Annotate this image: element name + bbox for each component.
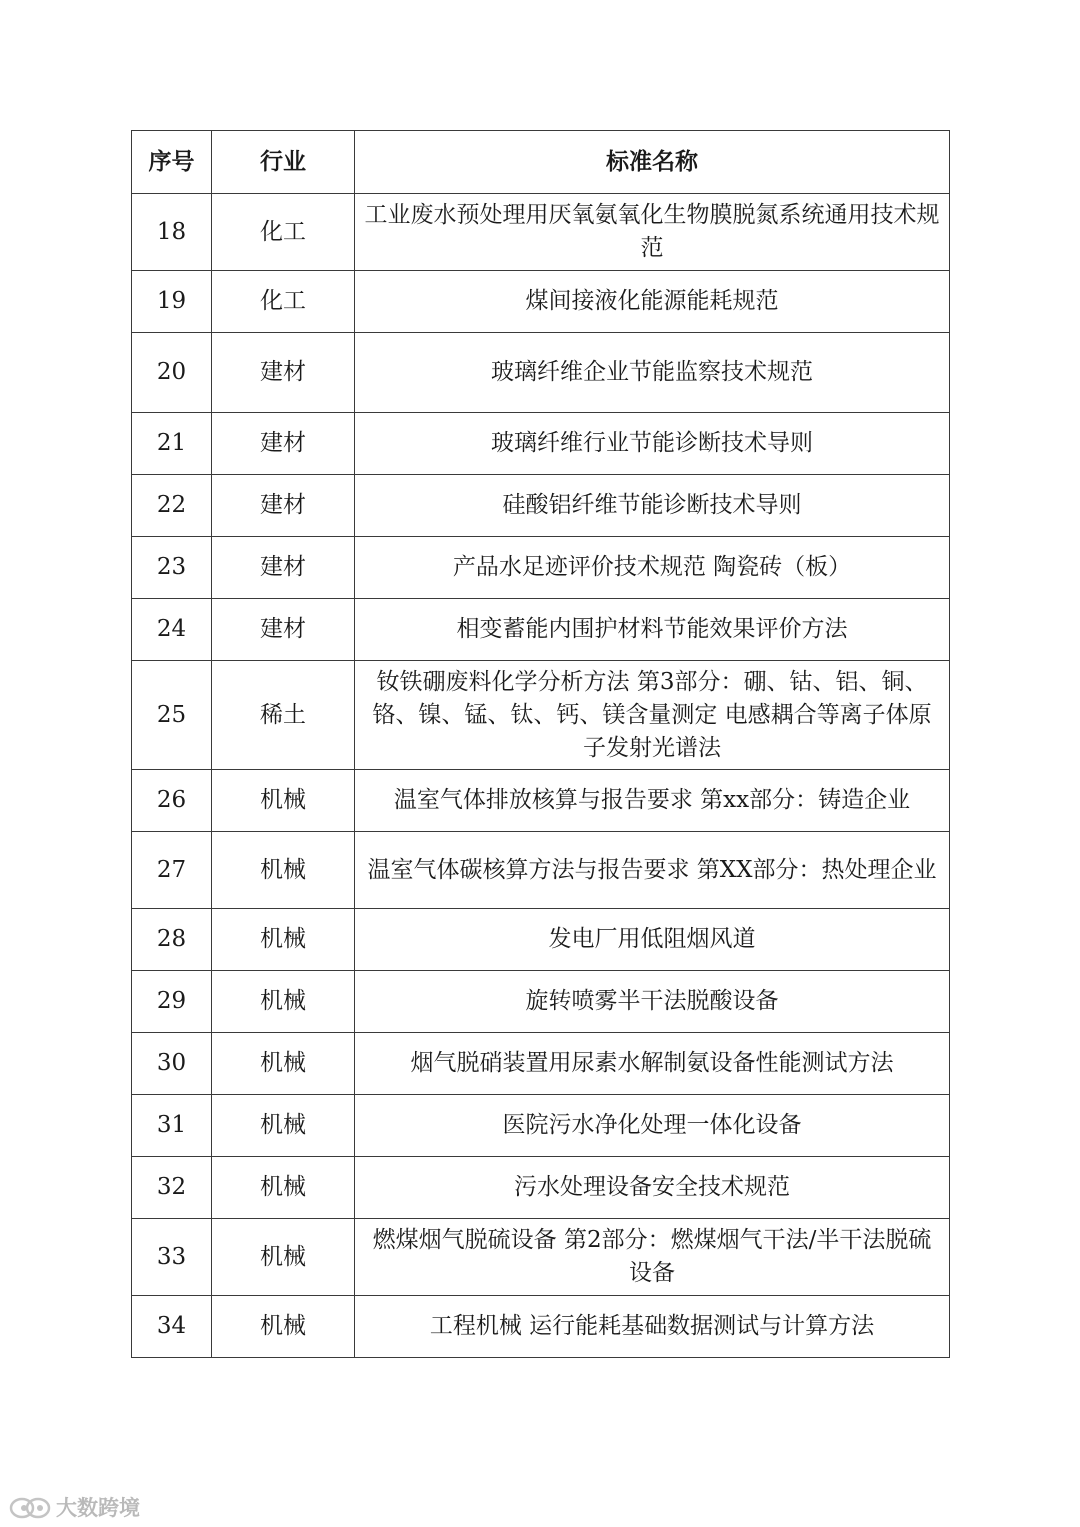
cell-industry: 建材 <box>212 333 355 413</box>
cell-standard-name: 钕铁硼废料化学分析方法 第3部分：硼、钴、铝、铜、铬、镍、锰、钛、钙、镁含量测定 电感耦合等离子体原子发射光谱法 <box>355 661 950 770</box>
table-row <box>132 832 950 909</box>
cell-industry: 机械 <box>212 1157 355 1219</box>
cell-standard-name: 煤间接液化能源能耗规范 <box>355 271 950 333</box>
table-row <box>132 599 950 661</box>
table-row <box>132 475 950 537</box>
table-row <box>132 1157 950 1219</box>
table-row <box>132 909 950 971</box>
table-row <box>132 1219 950 1296</box>
cell-standard-name: 医院污水净化处理一体化设备 <box>355 1095 950 1157</box>
table-row <box>132 194 950 271</box>
cell-industry: 机械 <box>212 770 355 832</box>
cell-industry: 化工 <box>212 271 355 333</box>
header-no: 序号 <box>132 131 212 194</box>
cell-no: 22 <box>132 475 212 537</box>
cell-no: 27 <box>132 832 212 909</box>
table-row <box>132 1095 950 1157</box>
cell-standard-name: 温室气体排放核算与报告要求 第xx部分：铸造企业 <box>355 770 950 832</box>
cell-industry: 机械 <box>212 1219 355 1296</box>
watermark-text: 大数跨境 <box>56 1496 140 1520</box>
cell-standard-name: 相变蓄能内围护材料节能效果评价方法 <box>355 599 950 661</box>
cell-standard-name: 燃煤烟气脱硫设备 第2部分：燃煤烟气干法/半干法脱硫设备 <box>355 1219 950 1296</box>
header-standard-name: 标准名称 <box>355 131 950 194</box>
cell-no: 20 <box>132 333 212 413</box>
cell-no: 28 <box>132 909 212 971</box>
cell-no: 18 <box>132 194 212 271</box>
cell-industry: 建材 <box>212 413 355 475</box>
cell-industry: 机械 <box>212 1033 355 1095</box>
cell-industry: 机械 <box>212 971 355 1033</box>
cell-no: 30 <box>132 1033 212 1095</box>
table-row <box>132 413 950 475</box>
cell-standard-name: 工程机械 运行能耗基础数据测试与计算方法 <box>355 1296 950 1358</box>
cell-industry: 建材 <box>212 475 355 537</box>
cell-no: 24 <box>132 599 212 661</box>
table-row <box>132 333 950 413</box>
table-row <box>132 1296 950 1358</box>
table-row <box>132 770 950 832</box>
cell-industry: 机械 <box>212 832 355 909</box>
table-row <box>132 537 950 599</box>
cell-industry: 建材 <box>212 537 355 599</box>
cell-standard-name: 发电厂用低阻烟风道 <box>355 909 950 971</box>
table-body <box>132 194 950 1358</box>
cell-standard-name: 玻璃纤维企业节能监察技术规范 <box>355 333 950 413</box>
cell-industry: 机械 <box>212 1296 355 1358</box>
cell-no: 31 <box>132 1095 212 1157</box>
cell-no: 25 <box>132 661 212 770</box>
cell-standard-name: 玻璃纤维行业节能诊断技术导则 <box>355 413 950 475</box>
cell-standard-name: 工业废水预处理用厌氧氨氧化生物膜脱氮系统通用技术规范 <box>355 194 950 271</box>
watermark <box>8 1490 140 1524</box>
weibo-eye-icon <box>8 1494 52 1520</box>
cell-industry: 稀土 <box>212 661 355 770</box>
cell-no: 33 <box>132 1219 212 1296</box>
table-row <box>132 971 950 1033</box>
cell-standard-name: 温室气体碳核算方法与报告要求 第XX部分：热处理企业 <box>355 832 950 909</box>
header-row <box>132 131 950 194</box>
cell-standard-name: 硅酸铝纤维节能诊断技术导则 <box>355 475 950 537</box>
cell-no: 34 <box>132 1296 212 1358</box>
cell-no: 19 <box>132 271 212 333</box>
cell-no: 29 <box>132 971 212 1033</box>
cell-no: 21 <box>132 413 212 475</box>
cell-industry: 机械 <box>212 1095 355 1157</box>
cell-standard-name: 产品水足迹评价技术规范 陶瓷砖（板） <box>355 537 950 599</box>
table-row <box>132 661 950 770</box>
cell-industry: 化工 <box>212 194 355 271</box>
cell-standard-name: 污水处理设备安全技术规范 <box>355 1157 950 1219</box>
standards-table <box>131 130 950 1358</box>
table-row <box>132 1033 950 1095</box>
cell-standard-name: 烟气脱硝装置用尿素水解制氨设备性能测试方法 <box>355 1033 950 1095</box>
cell-industry: 建材 <box>212 599 355 661</box>
cell-no: 23 <box>132 537 212 599</box>
table-row <box>132 271 950 333</box>
cell-industry: 机械 <box>212 909 355 971</box>
cell-standard-name: 旋转喷雾半干法脱酸设备 <box>355 971 950 1033</box>
cell-no: 32 <box>132 1157 212 1219</box>
header-industry: 行业 <box>212 131 355 194</box>
cell-no: 26 <box>132 770 212 832</box>
